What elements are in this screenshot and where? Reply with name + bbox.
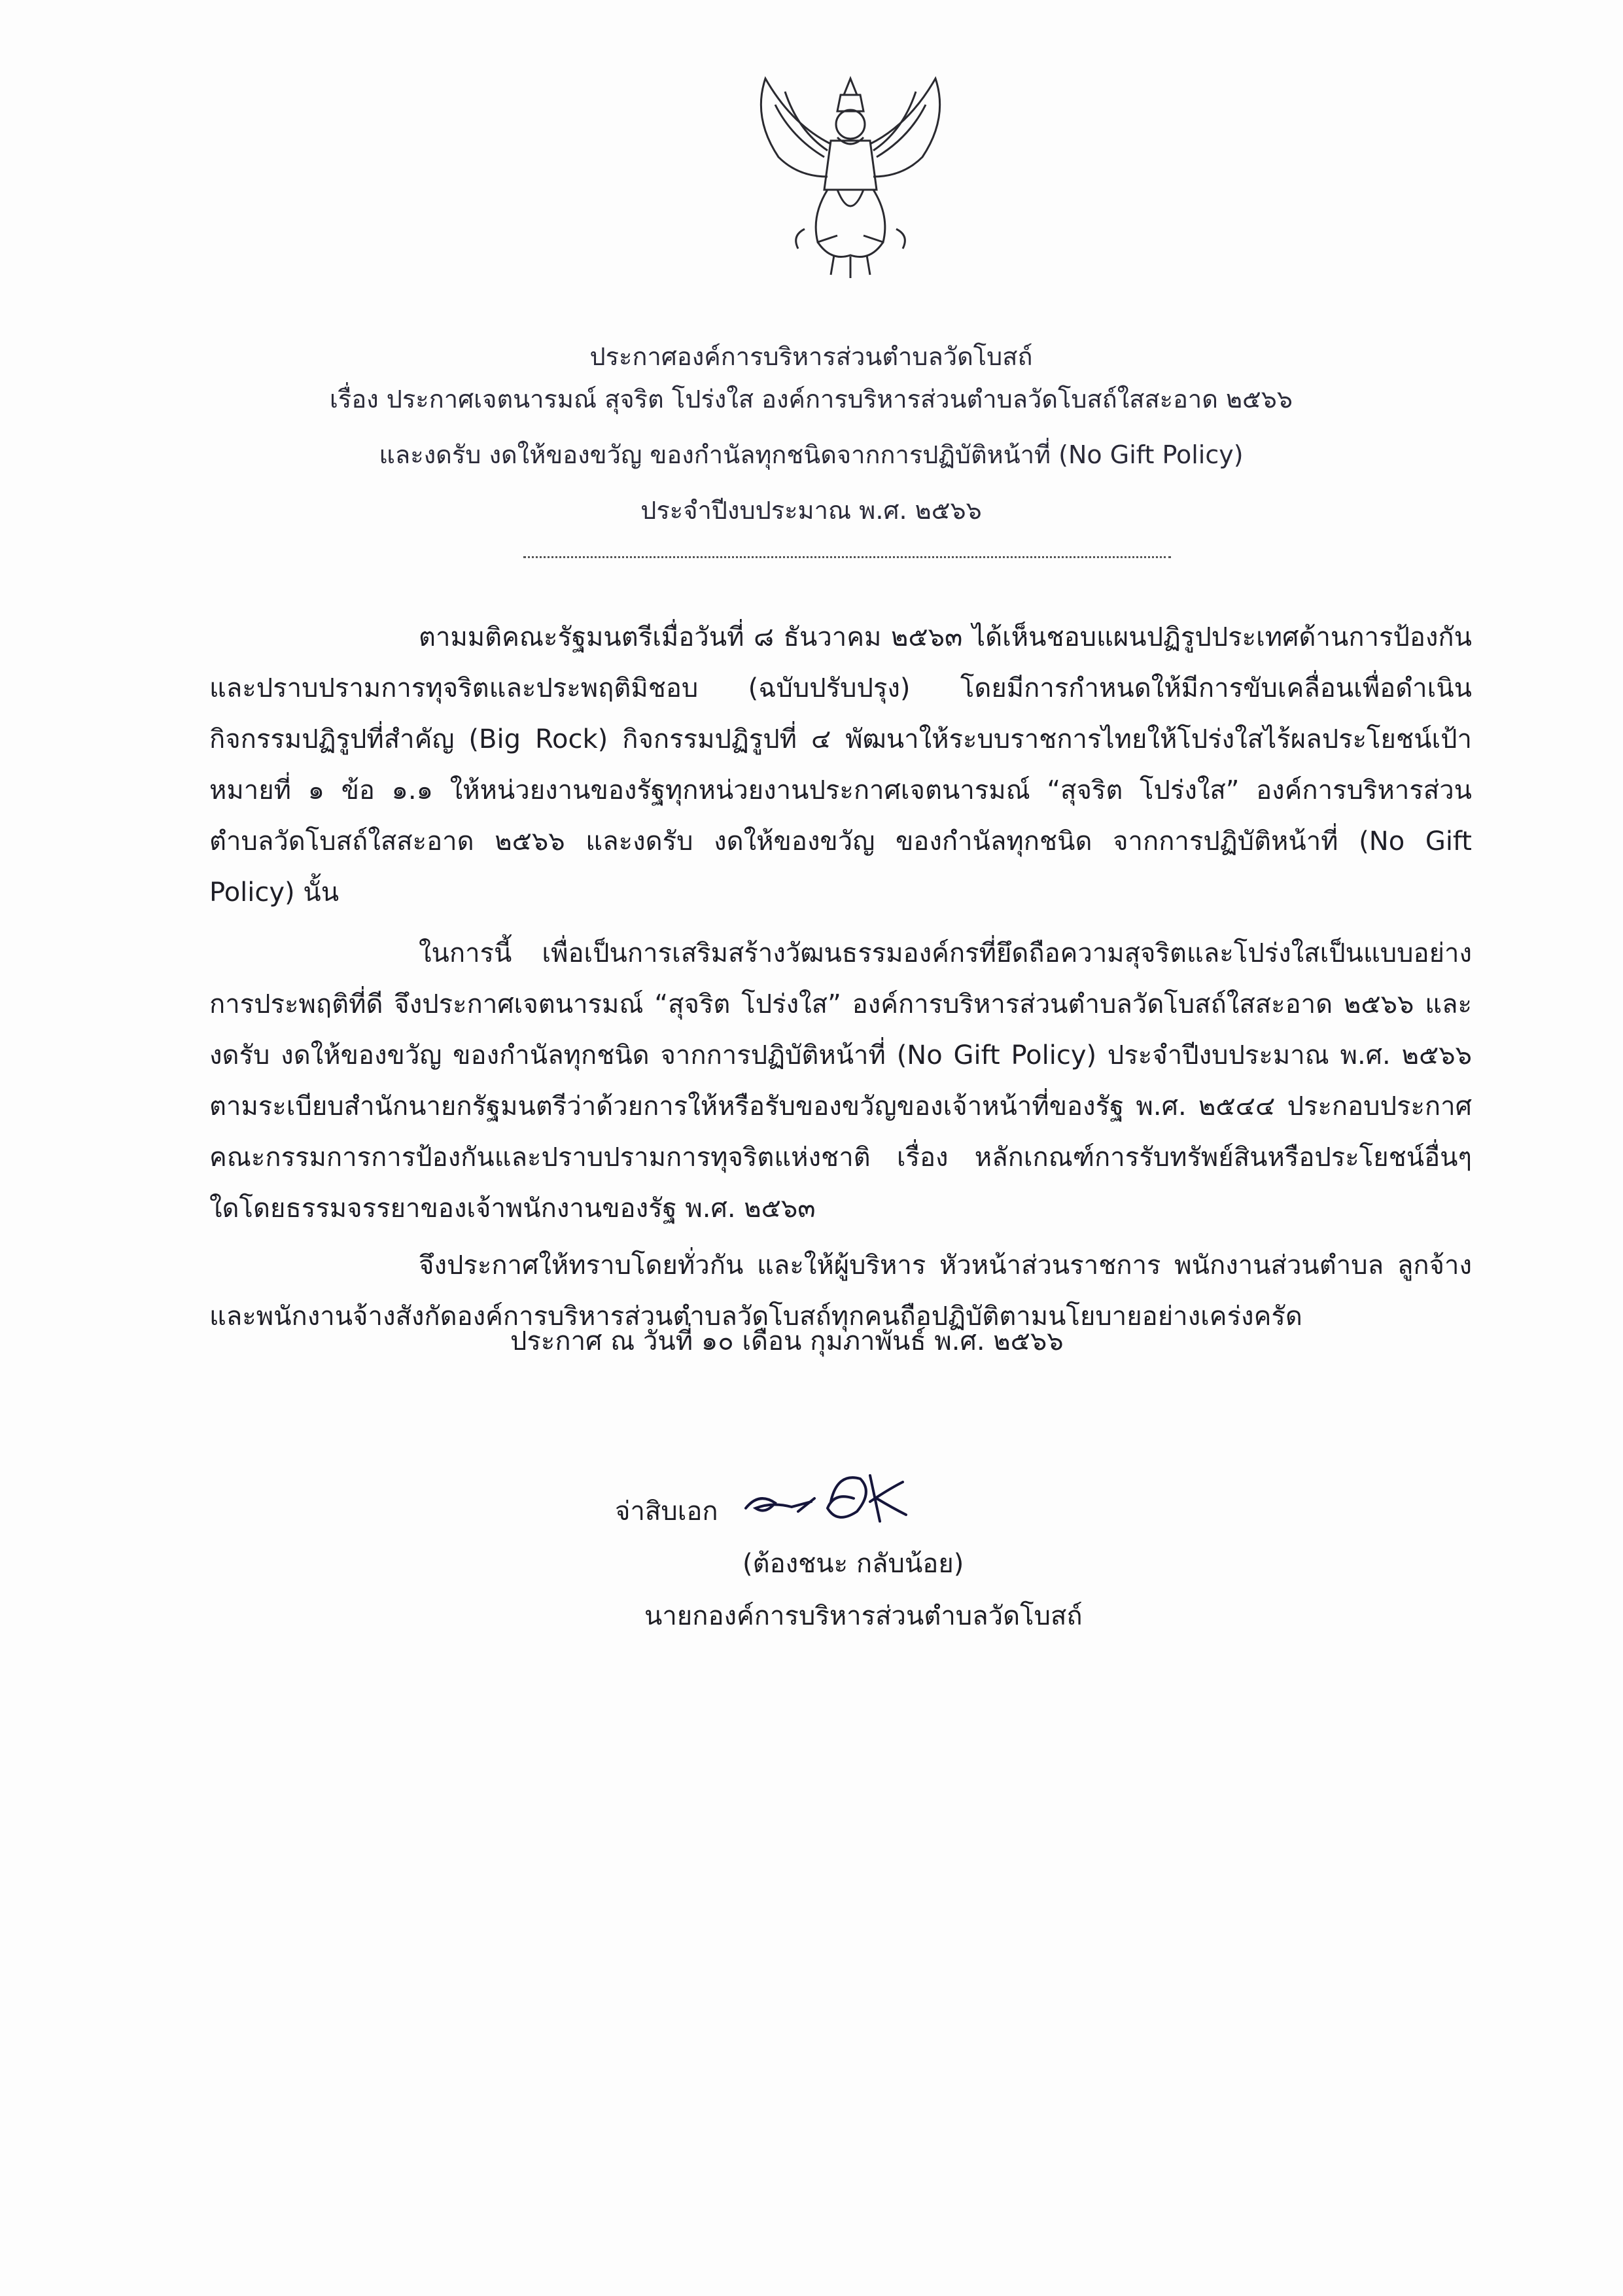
announcement-date: ประกาศ ณ วันที่ ๑๐ เดือน กุมภาพันธ์ พ.ศ. ๒๕๖๖ <box>510 1326 1064 1356</box>
signer-title: นายกองค์การบริหารส่วนตำบลวัดโบสถ์ <box>644 1601 1083 1631</box>
garuda-emblem-icon <box>739 65 962 281</box>
paragraph-declaration: ในการนี้ เพื่อเป็นการเสริมสร้างวัฒนธรรมองค์กรที่ยึดถือความสุจริตและโปร่งใสเป็นแบบอย่างการประพฤติที่ดี จึงประกาศเจตนารมณ์ “สุจริต โปร่งใส” องค์การบริหารส่วนตำบลวัดโบสถ์ใสสะอาด ๒๕๖๖ และงดรับ งดให้ของขวัญ ของกำนัลทุกชนิด จากการปฏิบัติหน้าที่ (No Gift Policy) ประจำปีงบประมาณ พ.ศ. ๒๕๖๖ ตามระเบียบสำนักนายกรัฐมนตรีว่าด้วยการให้หรือรับของขวัญของเจ้าหน้าที่ของรัฐ พ.ศ. ๒๕๔๔ ประกอบประกาศคณะกรรมการการป้องกันและปราบปรามการทุจริตแห่งชาติ เรื่อง หลักเกณฑ์การรับทรัพย์สินหรือประโยชน์อื่นๆ ใดโดยธรรมจรรยาของเจ้าพนักงานของรัฐ พ.ศ. ๒๕๖๓ <box>209 938 1472 1224</box>
announcement-subject-cont: และงดรับ งดให้ของขวัญ ของกำนัลทุกชนิดจากการปฏิบัติหน้าที่ (No Gift Policy) <box>379 440 1244 469</box>
paragraph-background: ตามมติคณะรัฐมนตรีเมื่อวันที่ ๘ ธันวาคม ๒๕๖๓ ได้เห็นชอบแผนปฏิรูปประเทศด้านการป้องกันและปราบปรามการทุจริตและประพฤติมิชอบ (ฉบับปรับปรุง) โดยมีการกำหนดให้มีการขับเคลื่อนเพื่อดำเนินกิจกรรมปฏิรูปที่สำคัญ (Big Rock) กิจกรรมปฏิรูปที่ ๔ พัฒนาให้ระบบราชการไทยให้โปร่งใสไร้ผลประโยชน์เป้าหมายที่ ๑ ข้อ ๑.๑ ให้หน่วยงานของรัฐทุกหน่วยงานประกาศเจตนารมณ์ “สุจริต โปร่งใส” องค์การบริหารส่วนตำบลวัดโบสถ์ใสสะอาด ๒๕๖๖ และงดรับ งดให้ของขวัญ ของกำนัลทุกชนิด จากการปฏิบัติหน้าที่ (No Gift Policy) นั้น <box>209 622 1472 908</box>
paragraph-directive: จึงประกาศให้ทราบโดยทั่วกัน และให้ผู้บริหาร หัวหน้าส่วนราชการ พนักงานส่วนตำบล ลูกจ้าง และพนักงานจ้างสังกัดองค์การบริหารส่วนตำบลวัดโบสถ์ทุกคนถือปฏิบัติตามนโยบายอย่างเคร่งครัด <box>209 1250 1472 1332</box>
announcement-subject: เรื่อง ประกาศเจตนารมณ์ สุจริต โปร่งใส องค์การบริหารส่วนตำบลวัดโบสถ์ใสสะอาด ๒๕๖๖ <box>329 385 1293 414</box>
signer-rank: จ่าสิบเอก <box>615 1496 718 1527</box>
announcement-issuer: ประกาศองค์การบริหารส่วนตำบลวัดโบสถ์ <box>589 342 1033 371</box>
signature-image <box>739 1462 922 1534</box>
dotted-divider <box>523 556 1171 558</box>
fiscal-year: ประจำปีงบประมาณ พ.ศ. ๒๕๖๖ <box>640 496 982 525</box>
signer-name: (ต้องชนะ กลับน้อย) <box>742 1549 964 1579</box>
